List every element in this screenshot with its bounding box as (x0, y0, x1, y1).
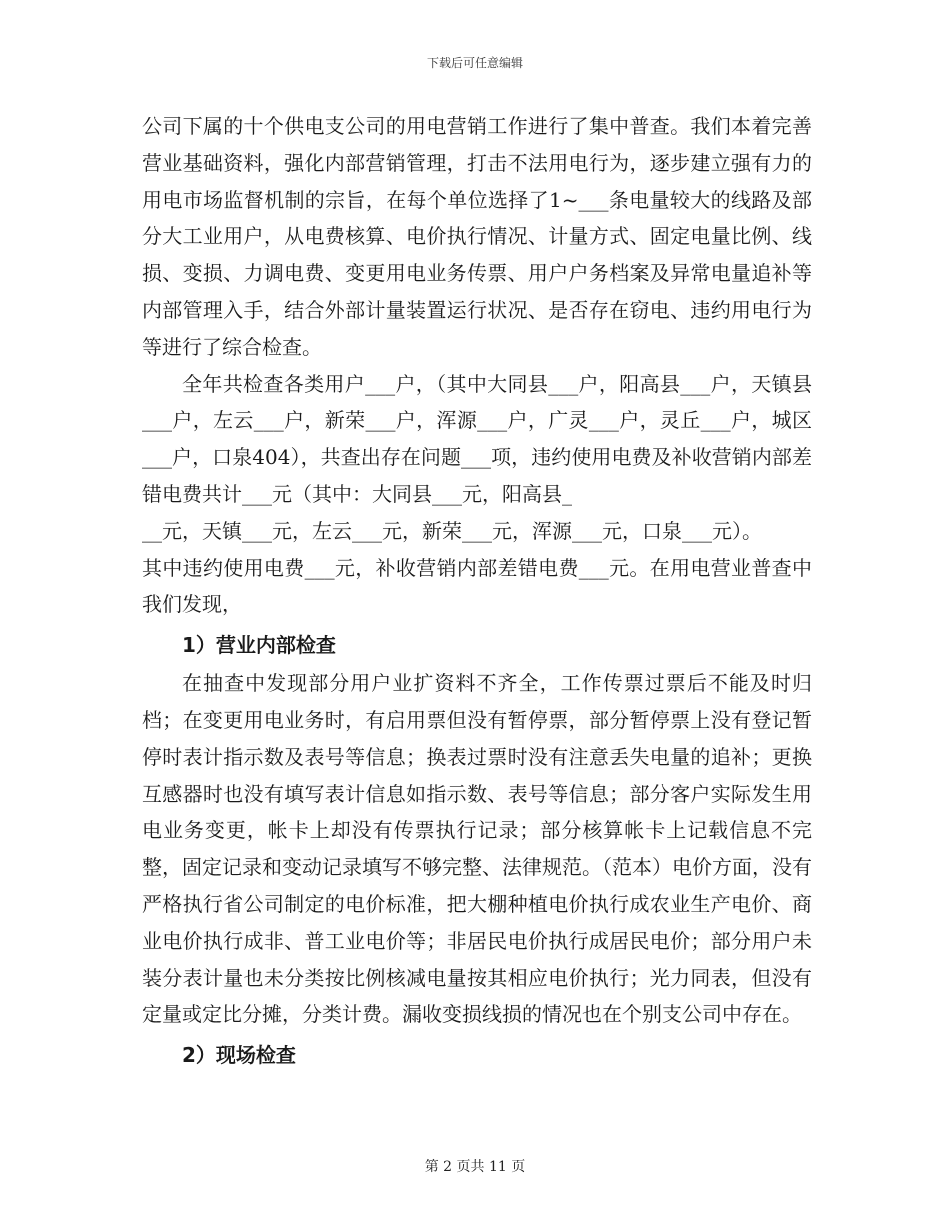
section-heading-onsite: 2）现场检查 (182, 1043, 296, 1068)
page-footer: 第 2 页共 11 页 (424, 1159, 526, 1175)
document-body (142, 108, 812, 1075)
paragraph-summary-end: 其中违约使用电费___元，补收营销内部差错电费___元。在用电营业普查中我们发现， (142, 555, 812, 617)
paragraph-internal-check: 在抽查中发现部分用户业扩资料不齐全，工作传票过票后不能及时归档；在变更用电业务时，有启用票但没有暂停票，部分暂停票上没有登记暂停时表计指示数及表号等信息；换表过票时没有注意丢失电量的追补；更换互感器时也没有填写表计信息如指示数、表号等信息；部分客户实际发生用电业务变更，帐卡上却没有传票执行记录；部分核算帐卡上记载信息不完整，固定记录和变动记录填写不够完整、法律规范。（范本）电价方面，没有严格执行省公司制定的电价标准，把大棚种植电价执行成农业生产电价、商业电价执行成非、普工业电价等；非居民电价执行成居民电价；部分用户未装分表计量也未分类按比例核减电量按其相应电价执行；光力同表，但没有定量或定比分摊，分类计费。漏收变损线损的情况也在个别支公司中存在。 (142, 671, 812, 1027)
paragraph-summary: 全年共检查各类用户___户，（其中大同县___户，阳高县___户，天镇县___户，左云___户，新荣___户，浑源___户，广灵___户，灵丘___户，城区___户，口泉404），共查出存在问题___项，违约使用电费及补收营销内部差错电费共计___元（其中：大同县___元，阳高县_ (142, 371, 812, 506)
paragraph-summary-continued: __元，天镇___元，左云___元，新荣___元，浑源___元，口泉___元）。 (142, 518, 762, 543)
page-header: 下载后可任意编辑 (426, 56, 523, 70)
paragraph-intro: 公司下属的十个供电支公司的用电营销工作进行了集中普查。我们本着完善营业基础资料，强化内部营销管理，打击不法用电行为，逐步建立强有力的用电市场监督机制的宗旨，在每个单位选择了1~___条电量较大的线路及部分大工业用户，从电费核算、电价执行情况、计量方式、固定电量比例、线损、变损、力调电费、变更用电业务传票、用户户务档案及异常电量追补等内部管理入手，结合外部计量装置运行状况、是否存在窃电、违约用电行为等进行了综合检查。 (142, 114, 812, 359)
section-heading-internal: 1）营业内部检查 (182, 633, 336, 658)
